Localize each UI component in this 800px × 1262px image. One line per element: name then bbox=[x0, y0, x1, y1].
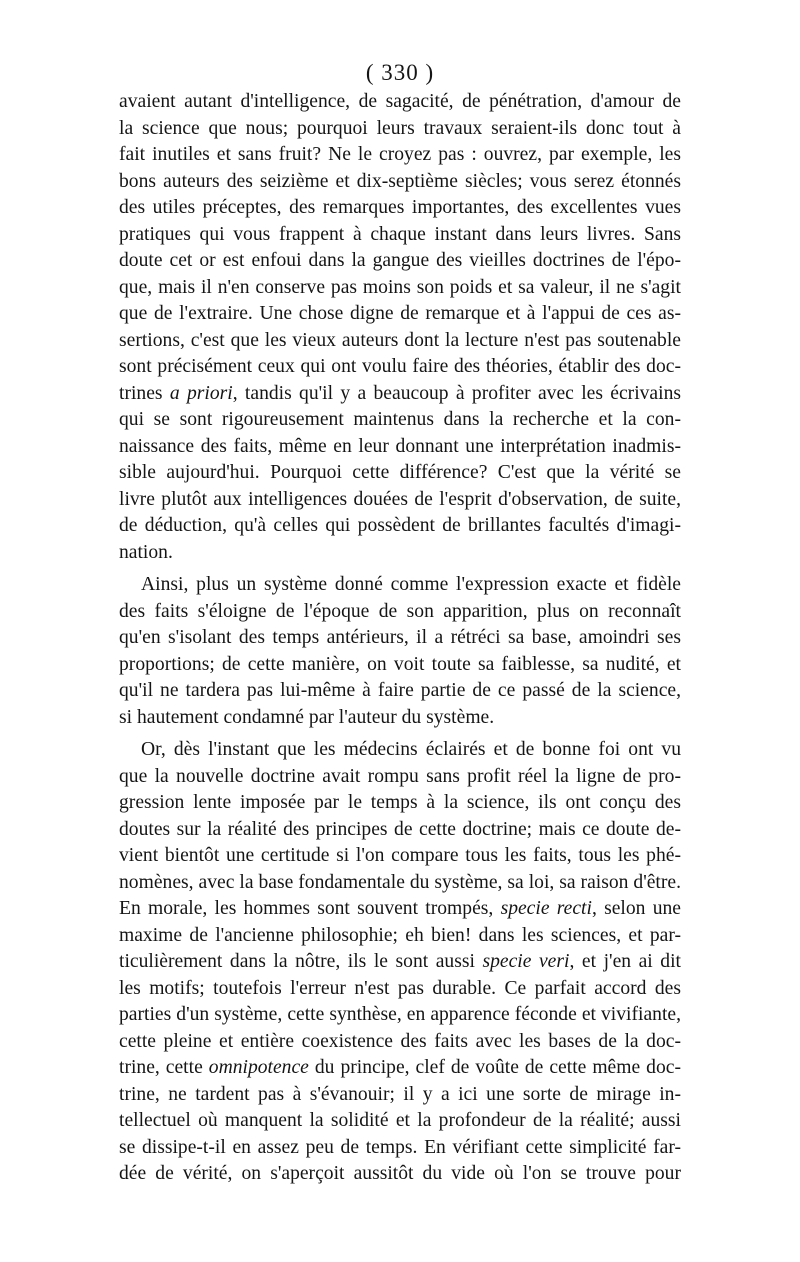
text-line: sont précisément ceux qui ont voulu faire des théories, établir des doc- bbox=[119, 356, 681, 377]
text-line: tellectuel où manquent la solidité et la profondeur de la réalité; aussi bbox=[119, 1110, 681, 1131]
text-line: maxime de l'ancienne philosophie; eh bien! dans les sciences, et par- bbox=[119, 924, 681, 946]
text-line: fait inutiles et sans fruit? Ne le croyez pas : ouvrez, par exemple, les bbox=[119, 144, 681, 165]
paragraph-2 bbox=[119, 572, 681, 731]
text-line: proportions; de cette manière, on voit toute sa faiblesse, sa nudité, et bbox=[119, 653, 681, 675]
text-line: que, mais il n'en conserve pas moins son poids et sa valeur, il ne s'agit bbox=[119, 276, 681, 298]
text-line: si hautement condamné par l'auteur du système. bbox=[119, 706, 495, 728]
paragraph-3 bbox=[119, 737, 681, 1188]
text-line: doute cet or est enfoui dans la gangue des vieilles doctrines de l'épo- bbox=[119, 250, 681, 271]
text-line: que de l'extraire. Une chose digne de remarque et à l'appui de ces as- bbox=[119, 303, 681, 324]
text-line: gression lente imposée par le temps à la science, ils ont conçu des bbox=[119, 792, 681, 813]
page-number: ( 330 ) bbox=[365, 60, 435, 85]
paragraph-1 bbox=[119, 89, 681, 566]
text-line: trine, ne tardent pas à s'évanouir; il y a ici une sorte de mirage in- bbox=[119, 1083, 681, 1105]
text-line: cette pleine et entière coexistence des faits avec les bases de la doc- bbox=[119, 1030, 681, 1052]
text-line: dée de vérité, on s'aperçoit aussitôt du vide où l'on se trouve pour bbox=[119, 1163, 681, 1184]
text-line: qu'il ne tardera pas lui-même à faire partie de ce passé de la science, bbox=[119, 680, 681, 701]
text-line: sertions, c'est que les vieux auteurs dont la lecture n'est pas soutenable bbox=[119, 329, 681, 351]
text-line: livre plutôt aux intelligences douées de l'esprit d'observation, de suite, bbox=[119, 488, 681, 510]
text-line: trine, cette omnipotence du principe, clef de voûte de cette même doc- bbox=[119, 1057, 681, 1078]
text-line: des utiles préceptes, des remarques importantes, des excellentes vues bbox=[119, 197, 681, 218]
text-line: avaient autant d'intelligence, de sagacité, de pénétration, d'amour de bbox=[119, 91, 681, 112]
body-text bbox=[119, 89, 681, 1188]
text-line: qu'en s'isolant des temps antérieurs, il a rétréci sa base, amoindri ses bbox=[119, 627, 681, 648]
text-line: trines a priori, tandis qu'il y a beaucoup à profiter avec les écrivains bbox=[119, 382, 681, 404]
text-line: des faits s'éloigne de l'époque de son apparition, plus on reconnaît bbox=[119, 600, 681, 622]
text-line: pratiques qui vous frappent à chaque instant dans leurs livres. Sans bbox=[119, 223, 681, 245]
text-line: Ainsi, plus un système donné comme l'expression exacte et fidèle bbox=[141, 574, 681, 595]
text-line: les motifs; toutefois l'erreur n'est pas durable. Ce parfait accord des bbox=[119, 977, 681, 999]
text-line: En morale, les hommes sont souvent trompés, specie recti, selon une bbox=[119, 898, 681, 919]
text-line: doutes sur la réalité des principes de cette doctrine; mais ce doute de- bbox=[119, 818, 681, 840]
text-line: nomènes, avec la base fondamentale du système, sa loi, sa raison d'être. bbox=[119, 871, 681, 893]
text-line: se dissipe-t-il en assez peu de temps. En vérifiant cette simplicité far- bbox=[119, 1136, 681, 1158]
text-line: de déduction, qu'à celles qui possèdent de brillantes facultés d'imagi- bbox=[119, 515, 681, 536]
text-line: la science que nous; pourquoi leurs travaux seraient-ils donc tout à bbox=[119, 117, 681, 139]
text-line: que la nouvelle doctrine avait rompu sans profit réel la ligne de pro- bbox=[119, 765, 681, 787]
text-line: ticulièrement dans la nôtre, ils le sont aussi specie veri, et j'en ai dit bbox=[119, 951, 681, 972]
text-line: bons auteurs des seizième et dix-septième siècles; vous serez étonnés bbox=[119, 170, 681, 192]
text-line: sible aujourd'hui. Pourquoi cette différence? C'est que la vérité se bbox=[119, 462, 681, 483]
text-line: naissance des faits, même en leur donnant une interprétation inadmis- bbox=[119, 435, 681, 457]
text-line: parties d'un système, cette synthèse, en apparence féconde et vivifiante, bbox=[119, 1004, 681, 1025]
text-line: qui se sont rigoureusement maintenus dans la recherche et la con- bbox=[119, 409, 681, 430]
text-line: vient bientôt une certitude si l'on compare tous les faits, tous les phé- bbox=[119, 845, 681, 866]
text-line: nation. bbox=[119, 541, 173, 563]
text-line: Or, dès l'instant que les médecins éclairés et de bonne foi ont vu bbox=[141, 739, 681, 760]
